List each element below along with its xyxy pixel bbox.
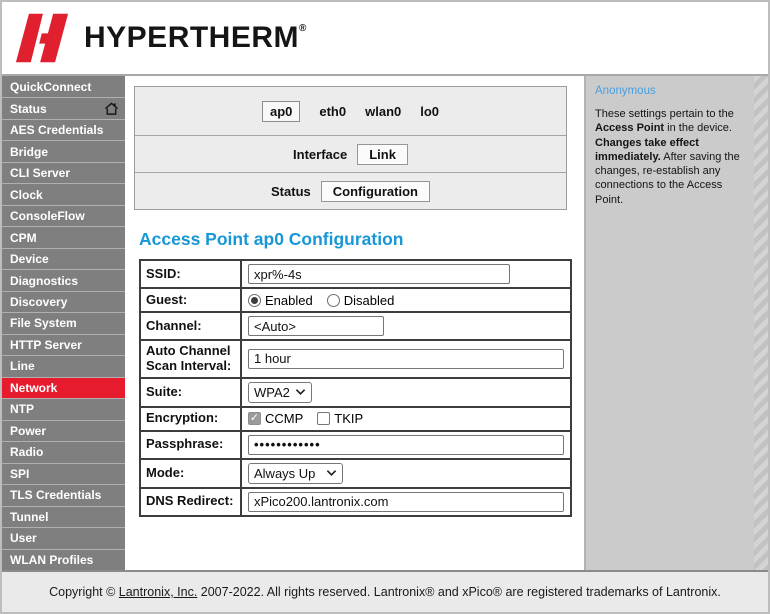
sidebar-item-status[interactable]: Status — [2, 97, 125, 118]
channel-label: Channel: — [140, 312, 241, 340]
brand-name: HYPERTHERM ® — [84, 21, 307, 54]
copyright-text: Copyright © Lantronix, Inc. 2007-2022. All rights reserved. Lantronix® and xPico® are registered trademarks of Lantronix. — [49, 585, 721, 599]
help-text: These settings pertain to the Access Point in the device. Changes take effect immediately. After saving the changes, re-establish any connections to the Access Point. — [595, 107, 740, 206]
guest-enabled-radio[interactable] — [248, 294, 261, 307]
encryption-label: Encryption: — [140, 407, 241, 431]
sidebar-item-http-server[interactable]: HTTP Server — [2, 334, 125, 355]
guest-label: Guest: — [140, 288, 241, 312]
sidebar-item-quickconnect[interactable]: QuickConnect — [2, 76, 125, 97]
guest-disabled-radio[interactable] — [327, 294, 340, 307]
chevron-down-icon — [326, 469, 337, 477]
mode-select[interactable] — [248, 463, 343, 484]
configuration-button[interactable]: Configuration — [321, 181, 430, 202]
sidebar-item-wlan-profiles[interactable]: WLAN Profiles — [2, 549, 125, 570]
sidebar-item-diagnostics[interactable]: Diagnostics — [2, 269, 125, 290]
sidebar-item-network[interactable]: Network — [2, 377, 125, 398]
status-configuration-row — [135, 172, 566, 209]
channel-input[interactable] — [248, 316, 384, 336]
sidebar-item-spi[interactable]: SPI — [2, 463, 125, 484]
sidebar-item-consoleflow[interactable]: ConsoleFlow — [2, 205, 125, 226]
sidebar-item-cpm[interactable]: CPM — [2, 226, 125, 247]
link-button[interactable]: Link — [357, 144, 408, 165]
page-title: Access Point ap0 Configuration — [139, 229, 404, 249]
passphrase-input[interactable] — [248, 435, 564, 455]
ccmp-checkbox[interactable] — [248, 412, 261, 425]
sidebar-item-tunnel[interactable]: Tunnel — [2, 506, 125, 527]
form-row-ssid — [140, 260, 571, 288]
sidebar-nav — [2, 76, 125, 570]
sidebar-item-bridge[interactable]: Bridge — [2, 140, 125, 161]
sidebar-item-tls-credentials[interactable]: TLS Credentials — [2, 484, 125, 505]
form-row-suite — [140, 378, 571, 407]
main-panel — [129, 76, 584, 570]
footer — [2, 570, 768, 612]
sidebar-item-user[interactable]: User — [2, 527, 125, 548]
sidebar-item-aes-credentials[interactable]: AES Credentials — [2, 119, 125, 140]
tab-lo0[interactable]: lo0 — [420, 103, 440, 119]
status-label: Status — [271, 183, 311, 199]
form-row-channel — [140, 312, 571, 340]
sidebar-item-file-system[interactable]: File System — [2, 312, 125, 333]
dns-redirect-label: DNS Redirect: — [140, 488, 241, 516]
mode-selected-value: Always Up — [254, 465, 316, 481]
header — [2, 2, 768, 76]
auto-channel-input[interactable] — [248, 349, 564, 369]
tab-wlan0[interactable]: wlan0 — [365, 103, 402, 119]
suite-label: Suite: — [140, 378, 241, 407]
interface-selector-panel — [134, 86, 567, 210]
config-form-table — [139, 259, 572, 517]
passphrase-label: Passphrase: — [140, 431, 241, 459]
sidebar-item-ntp[interactable]: NTP — [2, 398, 125, 419]
mode-label: Mode: — [140, 459, 241, 488]
form-row-mode — [140, 459, 571, 488]
ccmp-label: CCMP — [265, 411, 304, 427]
form-row-auto-channel — [140, 340, 571, 378]
sidebar-item-clock[interactable]: Clock — [2, 183, 125, 204]
form-row-passphrase — [140, 431, 571, 459]
chevron-down-icon — [295, 388, 306, 396]
ssid-input[interactable] — [248, 264, 510, 284]
guest-enabled-label: Enabled — [265, 292, 313, 308]
interface-tabs-row — [135, 87, 566, 135]
tab-eth0[interactable]: eth0 — [319, 103, 347, 119]
hypertherm-logo-icon — [15, 11, 69, 65]
tkip-label: TKIP — [334, 411, 364, 427]
form-row-guest — [140, 288, 571, 312]
right-edge-texture — [754, 76, 768, 570]
check-icon: ✓ — [249, 412, 260, 425]
tab-ap0[interactable]: ap0 — [262, 101, 300, 122]
auto-channel-label: Auto Channel Scan Interval: — [140, 340, 241, 378]
help-panel — [586, 76, 754, 570]
sidebar-item-power[interactable]: Power — [2, 420, 125, 441]
anonymous-link[interactable]: Anonymous — [595, 85, 656, 97]
tkip-checkbox[interactable] — [317, 412, 330, 425]
lantronix-link[interactable]: Lantronix, Inc. — [118, 585, 198, 599]
interface-label: Interface — [293, 146, 348, 162]
sidebar-item-line[interactable]: Line — [2, 355, 125, 376]
form-row-dns-redirect — [140, 488, 571, 516]
registered-mark: ® — [299, 23, 307, 34]
ssid-label: SSID: — [140, 260, 241, 288]
suite-selected-value: WPA2 — [254, 384, 290, 400]
dns-redirect-input[interactable] — [248, 492, 564, 512]
form-row-encryption — [140, 407, 571, 431]
sidebar-item-discovery[interactable]: Discovery — [2, 291, 125, 312]
suite-select[interactable] — [248, 382, 312, 403]
sidebar-item-cli-server[interactable]: CLI Server — [2, 162, 125, 183]
sidebar-item-radio[interactable]: Radio — [2, 441, 125, 462]
guest-disabled-label: Disabled — [343, 292, 395, 308]
sidebar-item-device[interactable]: Device — [2, 248, 125, 269]
home-icon[interactable] — [104, 102, 119, 116]
content-area — [2, 76, 768, 570]
interface-link-row — [135, 135, 566, 172]
